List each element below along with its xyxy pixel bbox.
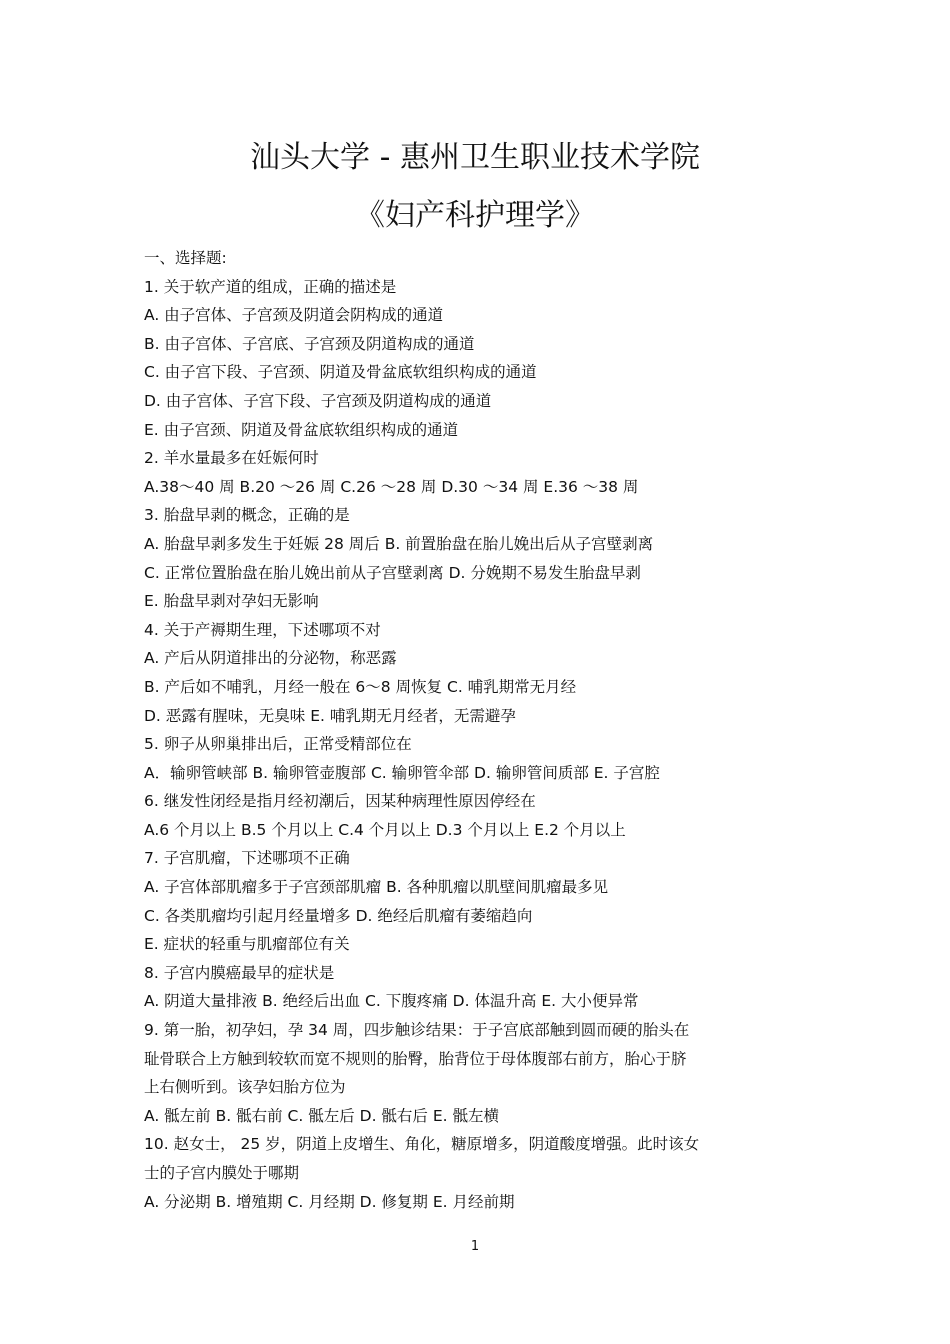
question-6: 6. 继发性闭经是指月经初潮后，因某种病理性原因停经在 xyxy=(144,792,536,811)
question-4: 4. 关于产褥期生理，下述哪项不对 xyxy=(144,620,381,639)
question-7-option-e: E. 症状的轻重与肌瘤部位有关 xyxy=(144,935,350,954)
question-3-options-ab: A. 胎盘早剥多发生于妊娠 28 周后 B. 前置胎盘在胎儿娩出后从子宫壁剥离 xyxy=(144,534,654,553)
document-subtitle: 《妇产科护理学》 xyxy=(355,198,595,233)
page-number: 1 xyxy=(470,1239,480,1254)
question-3-options-cd: C. 正常位置胎盘在胎儿娩出前从子宫壁剥离 D. 分娩期不易发生胎盘早剥 xyxy=(144,563,641,582)
question-1-option-b: B. 由子宫体、子宫底、子宫颈及阴道构成的通道 xyxy=(144,334,475,353)
question-9-continued: 耻骨联合上方触到较软而宽不规则的胎臀，胎背位于母体腹部右前方，胎心于脐 xyxy=(144,1049,687,1068)
question-10: 10. 赵女士， 25 岁，阴道上皮增生、角化，糖原增多，阴道酸度增强。此时该女 xyxy=(144,1135,700,1154)
question-9-options: A. 骶左前 B. 骶右前 C. 骶左后 D. 骶右后 E. 骶左横 xyxy=(144,1106,499,1125)
question-3-option-e: E. 胎盘早剥对孕妇无影响 xyxy=(144,592,319,611)
question-4-option-a: A. 产后从阴道排出的分泌物，称恶露 xyxy=(144,649,397,668)
question-3: 3. 胎盘早剥的概念，正确的是 xyxy=(144,506,350,525)
question-1-option-e: E. 由子宫颈、阴道及骨盆底软组织构成的通道 xyxy=(144,420,459,439)
question-5: 5. 卵子从卵巢排出后，正常受精部位在 xyxy=(144,735,412,754)
question-7-options-ab: A. 子宫体部肌瘤多于子宫颈部肌瘤 B. 各种肌瘤以肌壁间肌瘤最多见 xyxy=(144,878,609,897)
question-1-option-d: D. 由子宫体、子宫下段、子宫颈及阴道构成的通道 xyxy=(144,391,492,410)
document-title: 汕头大学 - 惠州卫生职业技术学院 xyxy=(250,140,700,175)
section-heading: 一、选择题: xyxy=(144,249,227,267)
question-9-continued: 上右侧听到。该孕妇胎方位为 xyxy=(144,1078,346,1097)
question-list xyxy=(144,244,824,1216)
question-1-option-a: A. 由子宫体、子宫颈及阴道会阴构成的通道 xyxy=(144,306,444,325)
question-8-options: A. 阴道大量排液 B. 绝经后出血 C. 下腹疼痛 D. 体温升高 E. 大小便异常 xyxy=(144,992,639,1011)
question-1: 1. 关于软产道的组成，正确的描述是 xyxy=(144,277,397,296)
question-10-options: A. 分泌期 B. 增殖期 C. 月经期 D. 修复期 E. 月经前期 xyxy=(144,1192,515,1211)
question-7: 7. 子宫肌瘤，下述哪项不正确 xyxy=(144,849,350,868)
question-2: 2. 羊水量最多在妊娠何时 xyxy=(144,449,319,468)
question-9: 9. 第一胎，初孕妇，孕 34 周，四步触诊结果：于子宫底部触到圆而硬的胎头在 xyxy=(144,1021,690,1040)
question-4-options-bc: B. 产后如不哺乳，月经一般在 6～8 周恢复 C. 哺乳期常无月经 xyxy=(144,677,577,696)
question-10-continued: 士的子宫内膜处于哪期 xyxy=(144,1164,300,1182)
question-8: 8. 子宫内膜癌最早的症状是 xyxy=(144,963,335,982)
question-7-options-cd: C. 各类肌瘤均引起月经量增多 D. 绝经后肌瘤有萎缩趋向 xyxy=(144,906,533,925)
question-6-options: A.6 个月以上 B.5 个月以上 C.4 个月以上 D.3 个月以上 E.2 个月以上 xyxy=(144,820,626,839)
question-1-option-c: C. 由子宫下段、子宫颈、阴道及骨盆底软组织构成的通道 xyxy=(144,363,537,382)
question-4-options-de: D. 恶露有腥味，无臭味 E. 哺乳期无月经者，无需避孕 xyxy=(144,706,516,725)
question-2-options: A.38～40 周 B.20 ～26 周 C.26 ～28 周 D.30 ～34 周 E.36 ～38 周 xyxy=(144,477,639,496)
question-5-options: A．输卵管峡部 B. 输卵管壶腹部 C. 输卵管伞部 D. 输卵管间质部 E. 子宫腔 xyxy=(144,763,660,782)
